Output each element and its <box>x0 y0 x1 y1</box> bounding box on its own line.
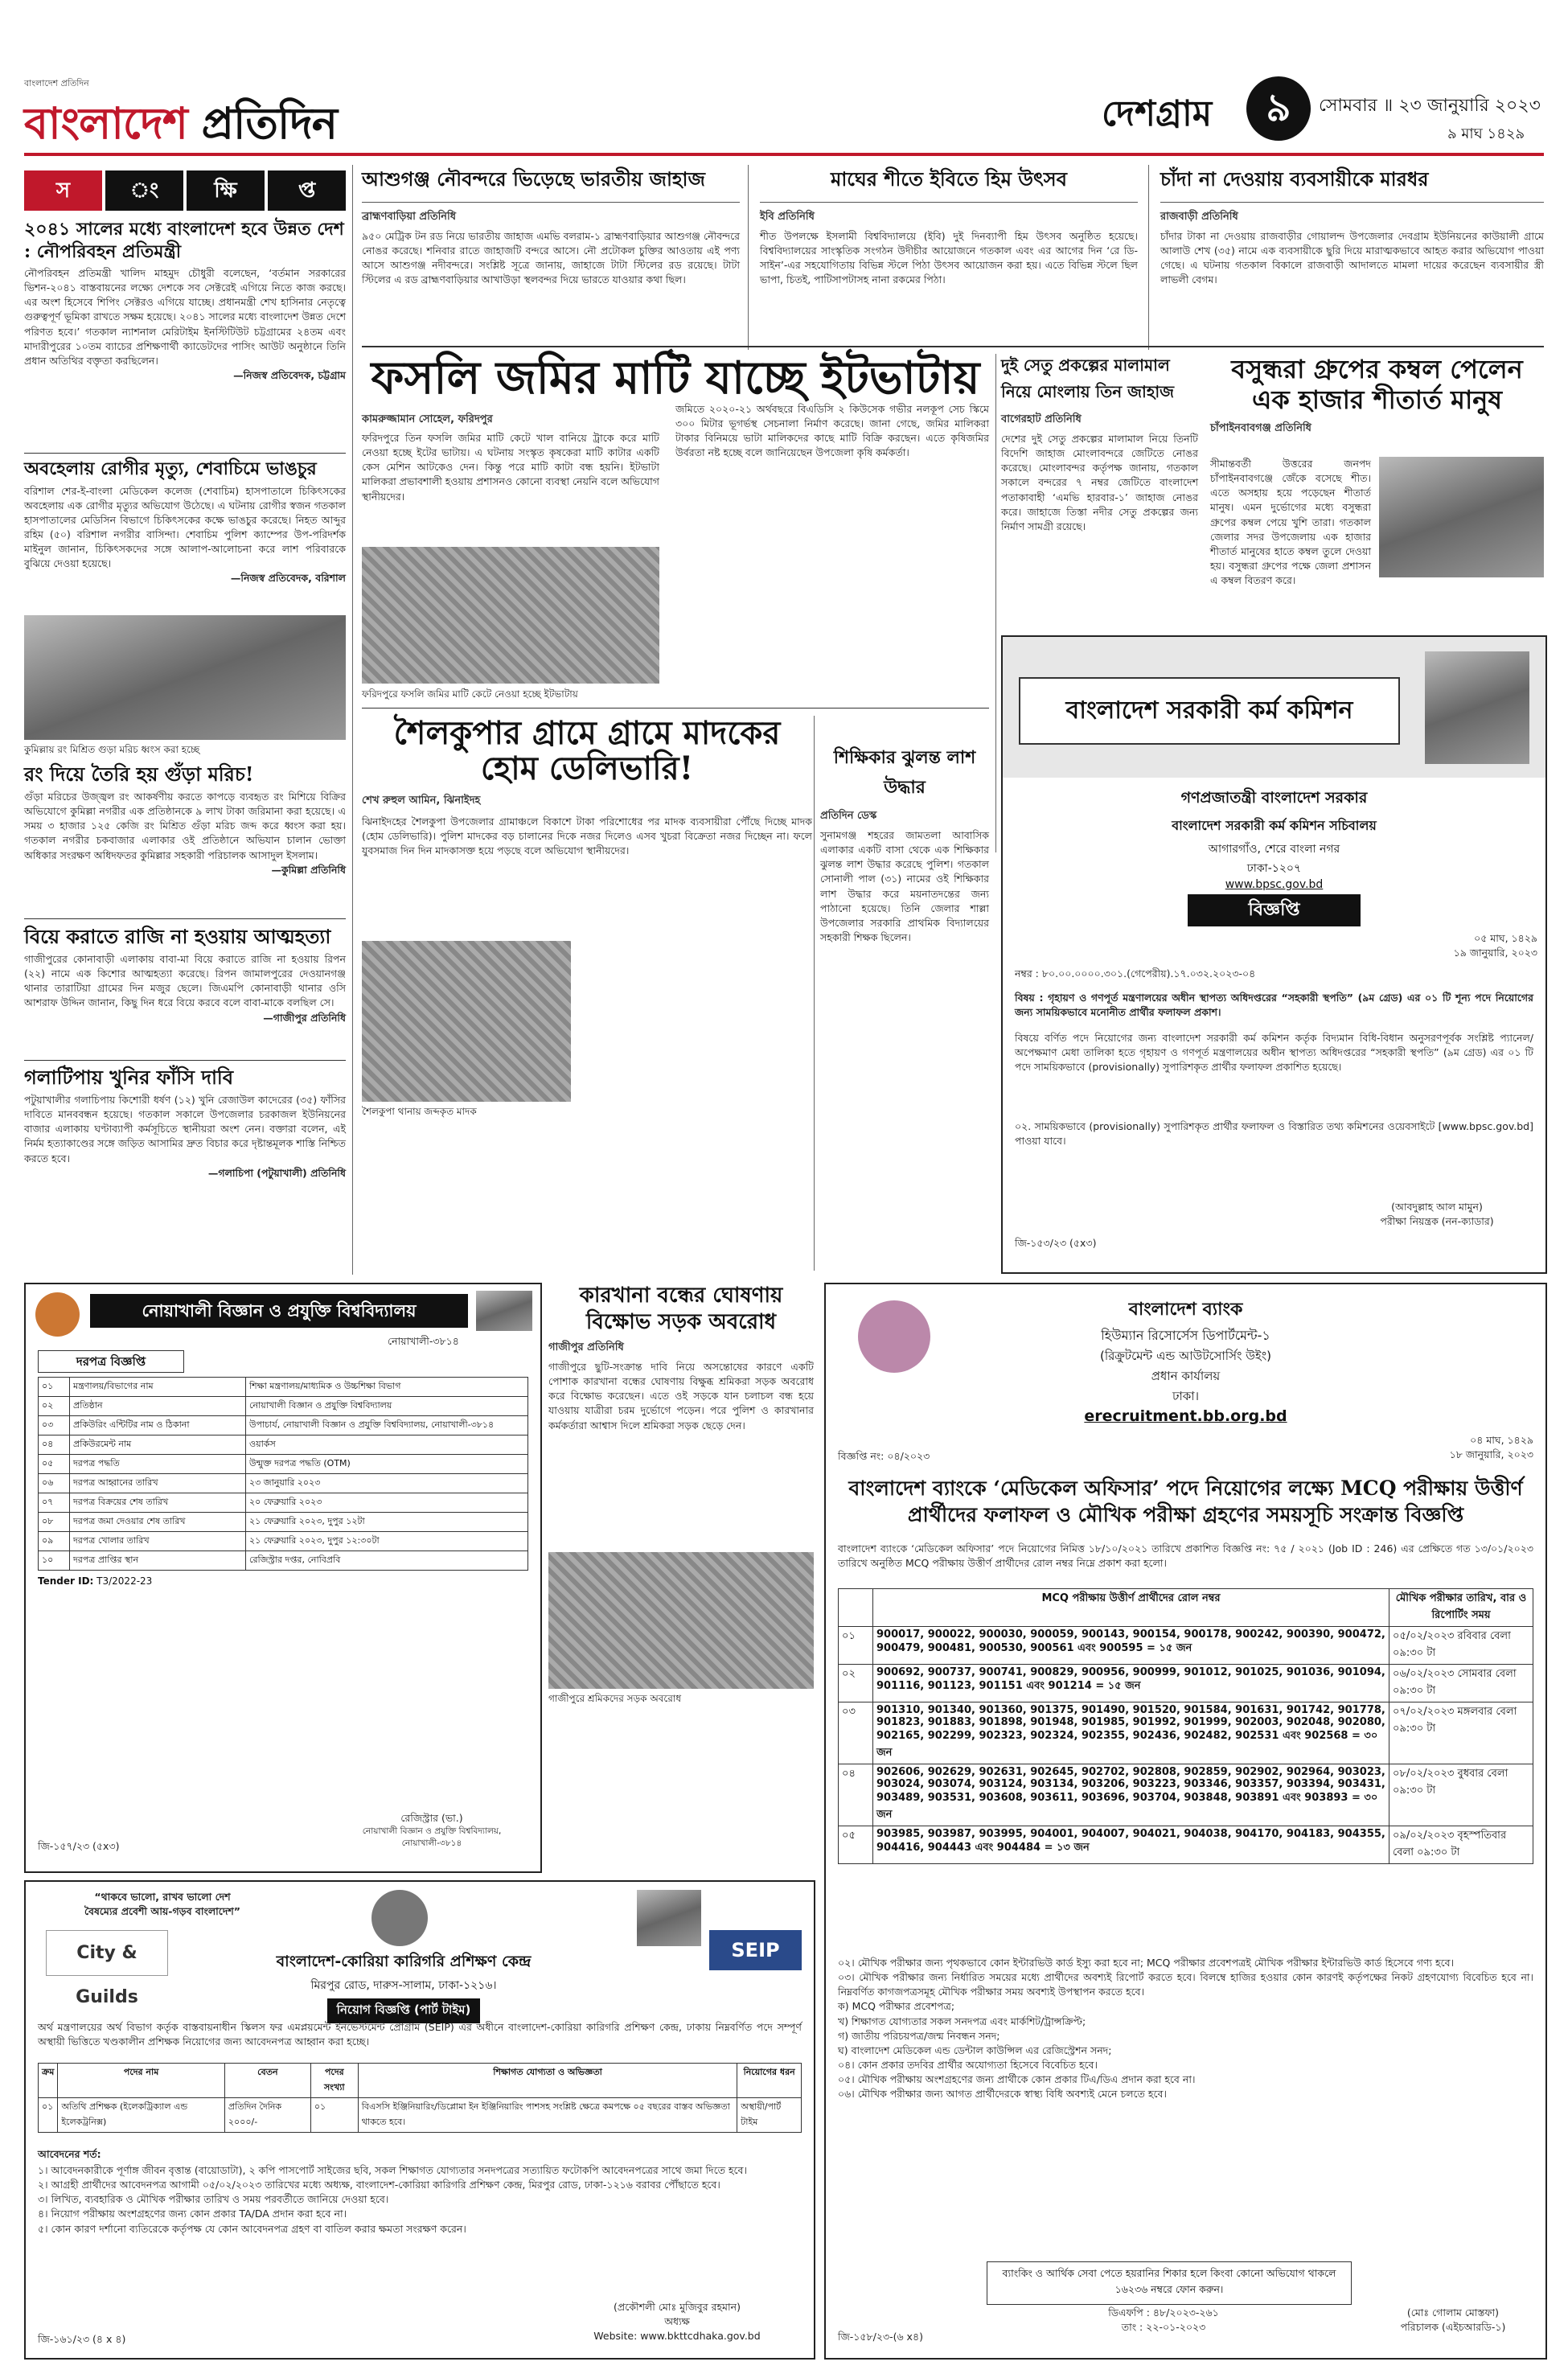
story-photo <box>548 1552 814 1689</box>
bb-office: প্রধান কার্যালয় <box>1151 1369 1221 1383</box>
bktc-condition: ৫। কোন কারণ দর্শানো ব্যতিরেকে কর্তৃপক্ষ যে কোন আবেদনপত্র গ্রহণ বা বাতিল করার ক্ষমতা সংরক্ষণ করেন। <box>38 2222 466 2235</box>
story-byline: বাগেরহাট প্রতিনিধি <box>1001 413 1082 425</box>
bktc-table-header: শিক্ষাগত যোগ্যতা ও অভিজ্ঞতা <box>358 2064 737 2098</box>
psc-web-link[interactable]: www.bpsc.gov.bd <box>1225 878 1324 891</box>
section-title: দেশগ্রাম <box>1102 93 1213 134</box>
nstu-table-cell: ০৮ <box>39 1513 70 1532</box>
psc-code: জি-১৫৩/২৩ (৫x৩) <box>1015 1237 1097 1249</box>
psc-note: ০২. সাময়িকভাবে (provisionally) সুপারিশকৃত প্রার্থীর ফলাফল ও বিস্তারিত তথ্য কমিশনের ওয়েবসাইটে [www.bpsc.gov.bd] পাওয়া যাবে। <box>1015 1120 1533 1148</box>
sidebar-credit: —গাজীপুর প্রতিনিধি <box>263 1011 346 1024</box>
sidebar-label-char: ক্ষি <box>187 170 265 211</box>
bb-dfp-date: তাং : ২২-০১-২০২৩ <box>1121 2321 1206 2334</box>
nstu-table-cell: নোয়াখালী বিজ্ঞান ও প্রযুক্তি বিশ্ববিদ্যালয় <box>246 1397 528 1416</box>
nstu-table-cell: প্রতিষ্ঠান <box>70 1397 246 1416</box>
bb-table-cell: ০৬/০২/২০২৩ সোমবার বেলা ০৯:৩০ টা <box>1389 1665 1533 1702</box>
story <box>1001 354 1198 534</box>
bb-table-cell: 901310, 901340, 901360, 901375, 901490, 901520, 901584, 901631, 901742, 901778, 901823, 901883, 901898, 901948, 901985, 901992, 901999, 902003, 902048, 902080, 902165, 902299, 902323, 902324, 902355, 902436, 902482, 902531 এবং 902568 = ৩০ জন <box>873 1702 1389 1764</box>
nstu-table-cell: ২০ ফেব্রুয়ারি ২০২৩ <box>246 1493 528 1513</box>
psc-signer: (আবদুল্লাহ আল মামুন) <box>1391 1201 1483 1213</box>
story-headline[interactable]: বসুন্ধরা গ্রুপের কম্বল পেলেন এক হাজার শীতার্ত মানুষ <box>1231 354 1523 416</box>
sidebar-item <box>24 219 346 383</box>
sidebar-body: পটুয়াখালীর গলাচিপায় কিশোরী ধর্ষণ (১২) খুনি রেজাউল কাদেরের (৩৫) ফাঁসির দাবিতে মানববন্ধন হয়েছে। গতকাল সকালে উপজেলার চরকাজল ইউনিয়নের বাজার এলাকায় ঘণ্টাব্যাপী কর্মসূচিতে স্থানীয়রা অংশ নেন। বক্তারা বলেন, এই নির্মম হত্যাকাণ্ডের সঙ্গে জড়িত আসামির দ্রুত বিচার করে দৃষ্টান্তমূলক শাস্তি নিশ্চিত করতে হবে। <box>24 1094 346 1164</box>
bb-headline: বাংলাদেশ ব্যাংকে ‘মেডিকেল অফিসার’ পদে নিয়োগের লক্ষ্যে MCQ পরীক্ষায় উত্তীর্ণ প্রার্থীদের ফলাফল ও মৌখিক পরীক্ষা গ্রহণের সময়সূচি সংক্রান্ত বিজ্ঞপ্তি <box>848 1477 1523 1526</box>
bb-note: ০৬। মৌখিক পরীক্ষার জন্য আগত প্রার্থীদেরকে স্বাস্থ্য বিধি অবশ্যই মেনে চলতে হবে। <box>838 2088 1167 2101</box>
bb-table-cell: ০৯/০২/২০২৩ বৃহস্পতিবার বেলা ০৯:৩০ টা <box>1389 1826 1533 1864</box>
nstu-sub: নোয়াখালী-৩৮১৪ <box>388 1335 459 1347</box>
sidebar-label-char: ং <box>105 170 183 211</box>
psc-city: ঢাকা-১২০৭ <box>1246 862 1302 875</box>
nstu-table-cell: দরপত্র পদ্ধতি <box>70 1455 246 1474</box>
bktc-table-wrap <box>38 2063 802 2133</box>
nstu-table-row <box>39 1455 528 1474</box>
sidebar-body: বরিশাল শের-ই-বাংলা মেডিকেল কলেজ (শেবাচিম) হাসপাতালে চিকিৎসকের অবহেলায় এক রোগীর মৃত্যুর অভিযোগ উঠেছে। এ ঘটনায় রোগীর স্বজন গতকাল হাসপাতালের মেডিসিন বিভাগে চিকিৎসকের কক্ষে ভাঙচুর করেছে। নিহত আব্দুর রহিম (৫০) বরিশাল নগরীর বাসিন্দা। শেবাচিম পুলিশ ক্যাম্পের উপ-পরিদর্শক মাইনুল জানান, চিকিৎসকদের সঙ্গে আলাপ-আলোচনা করে লাশ পরিবারকে বুঝিয়ে দেওয়া হয়েছে। <box>24 484 346 570</box>
bktc-table <box>38 2063 802 2133</box>
nstu-table-row <box>39 1416 528 1435</box>
psc-body: বিষয়ে বর্ণিত পদে নিয়োগের জন্য বাংলাদেশ সরকারী কর্ম কমিশন কর্তৃক বিদ্যমান বিধি-বিধান অনুসরণপূর্বক সংশ্লিষ্ট প্যানেল/অপেক্ষমাণ মেধা তালিকা হতে গৃহায়ণ ও গণপূর্ত মন্ত্রণালয়ের অধীন স্থাপত্য অধিদপ্তরের “সহকারী স্থপতি” (৯ম গ্রেড) এর ০১ টি পদে সাময়িকভাবে (provisionally) সুপারিশকৃত প্রার্থীর ফলাফল প্রকাশিত হয়েছে। <box>1015 1032 1533 1074</box>
bb-dfp-no: ডিএফপি : ৪৮/২০২৩-২৬১ <box>1108 2306 1219 2319</box>
nstu-signature <box>331 1811 532 1850</box>
nstu-table-cell: ০৭ <box>39 1493 70 1513</box>
bb-city: ঢাকা। <box>1172 1389 1200 1403</box>
bb-table <box>838 1588 1533 1864</box>
column-divider <box>995 354 996 852</box>
masthead-tagline: বাংলাদেশ প্রতিদিন <box>24 78 89 88</box>
lead-photo <box>362 547 659 684</box>
nstu-table-cell: ১০ <box>39 1551 70 1571</box>
lead-body: জমিতে ২০২০-২১ অর্থবছরে বিএডিসি ২ কিউসেক গভীর নলকূপ সেচ স্কিমে ৩০০ মিটার ভূগর্ভস্থ সেচনালা নির্মাণ করেছে। জানা গেছে, জমির মালিকরা টাকার বিনিময়ে ভাটা মালিকদের কাছে মাটি বিক্রি করছেন। এতে কৃষিজমির উর্বরতা নষ্ট হচ্ছে বলে জানিয়েছেন উপজেলা কৃষি কর্মকর্তা। <box>675 403 989 459</box>
bktc-slogan-line2: বৈষম্যের প্রবেশী আয়-গড়ব বাংলাদেশ” <box>84 1905 240 1918</box>
nstu-ad <box>24 1283 542 1873</box>
nstu-table-cell: ০৯ <box>39 1532 70 1551</box>
bb-table-cell: ০৮/০২/২০২৩ বুধবার বেলা ০৯:৩০ টা <box>1389 1764 1533 1826</box>
nstu-table-cell: ০৩ <box>39 1416 70 1435</box>
bktc-condition: ৩। লিখিত, ব্যবহারিক ও মৌখিক পরীক্ষার তারিখ ও সময় পরবর্তীতে জানিয়ে দেওয়া হবে। <box>38 2193 389 2206</box>
masthead-black: প্রতিদিন <box>187 97 337 149</box>
story <box>548 1283 814 1433</box>
nstu-signer-org: নোয়াখালী বিজ্ঞান ও প্রযুক্তি বিশ্ববিদ্যালয়, নোয়াখালী-৩৮১৪ <box>362 1826 502 1849</box>
top-story <box>1160 165 1544 288</box>
story-headline[interactable]: কারখানা বন্ধের ঘোষণায় বিক্ষোভ সড়ক অবরোধ <box>579 1284 783 1334</box>
bb-note: গ) জাতীয় পরিচয়পত্র/জন্ম নিবন্ধন সনদ; <box>838 2029 1000 2042</box>
sidebar-credit: —নিজস্ব প্রতিবেদক, বরিশাল <box>230 572 346 585</box>
bktc-table-cell: অতিথি প্রশিক্ষক (ইলেকট্রিক্যাল এন্ড ইলেকট্রনিক্স) <box>58 2098 225 2133</box>
bktc-code: জি-১৬১/২৩ (৪ x ৪) <box>38 2333 126 2345</box>
bktc-website-link[interactable]: Website: www.bkttcdhaka.gov.bd <box>593 2330 761 2343</box>
bktc-intro: অর্থ মন্ত্রণালয়ের অর্থ বিভাগ কর্তৃক বাস্তবায়নাধীন স্কিলস ফর এমপ্লয়মেন্ট ইনভেস্টমেন্ট প্রোগ্রাম (SEIP) এর অধীনে বাংলাদেশ-কোরিয়া কারিগরি প্রশিক্ষণ কেন্দ্র, ঢাকায় নিম্নবর্ণিত পদে সম্পূর্ণ অস্থায়ী ভিত্তিতে খণ্ডকালীন প্রশিক্ষক নিয়োগের জন্য আবেদনপত্র আহ্বান করা হচ্ছে। <box>38 2021 802 2048</box>
psc-office: বাংলাদেশ সরকারী কর্ম কমিশন সচিবালয় <box>1172 818 1377 833</box>
bb-heading <box>826 1296 1545 1425</box>
bktc-condition: ২। আগ্রহী প্রার্থীদের আবেদনপত্র আগামী ০৫/০২/২০২৩ তারিখের মধ্যে অধ্যক্ষ, বাংলাদেশ-কোরিয়া কারিগরি প্রশিক্ষণ কেন্দ্র, মিরপুর রোড, ঢাকা-১২১৬ বরাবর পৌঁছাতে হবে। <box>38 2179 720 2191</box>
story-headline[interactable]: শিক্ষিকার ঝুলন্ত লাশ উদ্ধার <box>833 747 976 798</box>
psc-memo: নম্বর : ৮০.০০.০০০০.৩০১.(গেপেরীয়).১৭.০৩২.২০২৩-০৪ <box>1015 967 1256 980</box>
bktc-table-header: বেতন <box>224 2064 310 2098</box>
bb-dept: হিউম্যান রিসোর্সেস ডিপার্টমেন্ট-১ <box>1101 1328 1270 1343</box>
sidebar-item <box>24 762 346 877</box>
sidebar-divider <box>24 918 346 919</box>
nstu-table-row <box>39 1378 528 1397</box>
psc-address: আগারগাঁও, শেরে বাংলা নগর <box>1208 843 1340 856</box>
bb-note: ০৫। মৌখিক পরীক্ষায় অংশগ্রহণের জন্য প্রার্থীকে কোন প্রকার টিএ/ডিএ প্রদান করা হবে না। <box>838 2073 1196 2085</box>
bb-table-row <box>839 1665 1533 1702</box>
nstu-table-cell: মন্ত্রণালয়/বিভাগের নাম <box>70 1378 246 1397</box>
sidebar-headline[interactable]: রং দিয়ে তৈরি হয় গুঁড়া মরিচ! <box>24 762 254 786</box>
bb-date <box>1389 1433 1533 1462</box>
psc-banner: বাংলাদেশ সরকারী কর্ম কমিশন <box>1019 677 1400 745</box>
column-divider <box>352 165 353 1275</box>
top-story-byline: ইবি প্রতিনিধি <box>760 211 815 223</box>
bktc-table-header: ক্রম <box>39 2064 58 2098</box>
nstu-table-cell: রেজিস্ট্রার দপ্তর, নোবিপ্রবি <box>246 1551 528 1571</box>
bktc-table-header: পদের সংখ্যা <box>310 2064 358 2098</box>
column-divider <box>1148 165 1149 350</box>
bb-table-row <box>839 1764 1533 1826</box>
psc-signature <box>1340 1200 1533 1229</box>
story-photo <box>362 941 571 1102</box>
lead-body: ফরিদপুরে তিন ফসলি জমির মাটি কেটে খাল বানিয়ে ট্রাকে করে মাটি নেওয়া হচ্ছে ইটের ভাটায়। এ ঘটনায় সংস্কৃত কৃষকেরা মাটি কাটার একটি কেস মেশিন আটকেও দেন। কিন্তু পরে মাটি কাটা বন্ধ হয়নি। ইটভাটা মালিকরা প্রভাবশালী হওয়ায় প্রশাসনও কোনো ব্যবস্থা নেয়নি বলে অভিযোগ স্থানীয়দের। <box>362 432 659 503</box>
sidebar-headline[interactable]: বিয়ে করাতে রাজি না হওয়ায় আত্মহত্যা <box>24 925 331 948</box>
nstu-table-row <box>39 1435 528 1455</box>
story <box>362 716 812 858</box>
story <box>820 744 989 945</box>
bb-table-cell: ০৫ <box>839 1826 873 1864</box>
sidebar-divider <box>24 453 346 454</box>
bb-note: ০২। মৌখিক পরীক্ষার জন্য পৃথকভাবে কোন ইন্টারভিউ কার্ড ইস্যু করা হবে না; MCQ পরীক্ষার প্রবেশপত্রই মৌখিক পরীক্ষার ইন্টারভিউ কার্ড হিসেবে গণ্য হবে। <box>838 1957 1455 1969</box>
nstu-table-wrap <box>38 1377 528 1587</box>
bktc-table-header: পদের নাম <box>58 2064 225 2098</box>
psc-subject: বিষয় : গৃহায়ণ ও গণপূর্ত মন্ত্রণালয়ের অধীন স্থাপত্য অধিদপ্তরের “সহকারী স্থপতি” (৯ম গ্রেড) এর ০১ টি শূন্য পদে নিয়োগের জন্য সাময়িকভাবে মনোনীত প্রার্থীর ফলাফল প্রকাশ। <box>1015 992 1533 1019</box>
bktc-signature <box>556 2300 798 2343</box>
sidebar-label-char: প্ত <box>268 170 346 211</box>
top-story-body: শীত উপলক্ষে ইসলামী বিশ্ববিদ্যালয়ে (ইবি) দুই দিনব্যাপী হিম উৎসব অনুষ্ঠিত হয়েছে। বিশ্ববিদ্যালয়ের সাংস্কৃতিক সংগঠন উদীচীর আয়োজনে গতকাল এবং এর আগের দিন ‘রে ডি-সাইন’-এর সহযোগিতায় বিভিন্ন স্টলে পিঠা উৎসব আয়োজন করা হয়। এতে বিভিন্ন স্টলে ছিল ভাপা, চিতই, পাটিসাপটাসহ নানা রকমের পিঠা। <box>760 230 1138 286</box>
lead-byline: কামরুজ্জামান সোহেল, ফরিদপুর <box>362 413 493 425</box>
bb-table-cell: 900017, 900022, 900030, 900059, 900143, 900154, 900178, 900242, 900390, 900472, 900479, 900481, 900530, 900561 এবং 900595 = ১৫ জন <box>873 1627 1389 1665</box>
story-body: ঝিনাইদহের শৈলকুপা উপজেলার গ্রামাঞ্চলে বিকাশে টাকা পরিশোধের পর মাদক ব্যবসায়ীরা পৌঁছে দিচ্ছে মাদক (হোম ডেলিভারি)। পুলিশ মাদকের বড় চালানের দিকে নজর দিলেও এসব খুচরা বিক্রেতা নজর দিচ্ছেন না। ফলে যুবসমাজ দিন দিন মাদকাসক্ত হয়ে পড়ছে বলে অভিযোগ স্থানীয়দের। <box>362 815 812 857</box>
nstu-table-cell: দরপত্র বিক্রয়ের শেষ তারিখ <box>70 1493 246 1513</box>
bktc-org: বাংলাদেশ-কোরিয়া কারিগরি প্রশিক্ষণ কেন্দ্র <box>276 1953 532 1970</box>
bktc-notice-label: নিয়োগ বিজ্ঞপ্তি (পার্ট টাইম) <box>327 1998 481 2023</box>
top-story <box>760 165 1138 288</box>
nstu-table-cell: দরপত্র প্রাপ্তির স্থান <box>70 1551 246 1571</box>
bktc-address: মিরপুর রোড, দারুস-সালাম, ঢাকা-১২১৬। <box>310 1979 497 1992</box>
story-photo-caption: গাজীপুরে শ্রমিকদের সড়ক অবরোধ <box>548 1693 682 1704</box>
top-story-body: ৯৫০ মেট্রিক টন রড নিয়ে ভারতীয় জাহাজ এমভি বলরাম-১ ব্রাহ্মণবাড়িয়ার আশুগঞ্জ নৌবন্দরে নোঙর করেছে। শনিবার রাতে জাহাজটি বন্দরে আসে। নৌ প্রটোকল চুক্তির আওতায় এই পণ্য আসে আশুগঞ্জ নদীবন্দরে। সংশ্লিষ্ট সূত্রে জানায়, জাহাজে টাটা স্টিলের রড রয়েছে। টাটা স্টিলের এ রড ব্রাহ্মণবাড়িয়ার আখাউড়া স্থলবন্দর দিয়ে ভারতে যাওয়ার কথা ছিল। <box>362 230 740 286</box>
date-line: সোমবার ॥ ২৩ জানুয়ারি ২০২৩ <box>1319 96 1541 116</box>
bktc-table-cell: ০১ <box>39 2098 58 2133</box>
story-byline: শেখ রুহুল আমিন, ঝিনাইদহ <box>362 795 481 807</box>
page-number: ৯ <box>1246 76 1311 141</box>
lead-headline[interactable]: ফসলি জমির মাটি যাচ্ছে ইটভাটায় <box>371 351 980 405</box>
nstu-table-cell: ০৪ <box>39 1435 70 1455</box>
nstu-table-cell: দরপত্র আহ্বানের তারিখ <box>70 1474 246 1493</box>
bb-date-bangla: ০৪ মাঘ, ১৪২৯ <box>1470 1434 1533 1446</box>
bb-table-cell: 900692, 900737, 900741, 900829, 900956, 900999, 901012, 901025, 901036, 901094, 901116, 901123, 901151 এবং 901214 = ১৫ জন <box>873 1665 1389 1702</box>
nstu-table-row <box>39 1397 528 1416</box>
bb-table-cell: ০৭/০২/২০২৩ মঙ্গলবার বেলা ০৯:৩০ টা <box>1389 1702 1533 1764</box>
section-rule <box>362 708 989 709</box>
nstu-table-cell: ০২ <box>39 1397 70 1416</box>
top-story-byline: রাজবাড়ী প্রতিনিধি <box>1160 211 1238 223</box>
story-body: দেশের দুই সেতু প্রকল্পের মালামাল নিয়ে তিনটি বিদেশি জাহাজ মোংলাবন্দরে জেটিতে নোঙর করেছে। মোংলাবন্দর কর্তৃপক্ষ জানায়, গতকাল সকালে বন্দরের ৭ নম্বর জেটিতে বাংলাদেশ পতাকাবাহী ‘এমভি হারবার-১’ জাহাজ নোঙর করে। জাহাজে তিস্তা নদীর সেতু প্রকল্পের জন্য নির্মাণ সামগ্রী রয়েছে। <box>1001 433 1198 532</box>
story-byline: প্রতিদিন ডেস্ক <box>820 810 877 822</box>
bb-notes <box>838 1956 1533 2101</box>
sidebar-item <box>24 458 346 585</box>
bb-org: বাংলাদেশ ব্যাংক <box>1128 1300 1243 1320</box>
sidebar-item <box>24 1066 346 1181</box>
story-body: সীমান্তবর্তী উত্তরের জনপদ চাঁপাইনবাবগঞ্জে জেঁকে বসেছে শীত। এতে অসহায় হয়ে পড়েছেন শীতার্ত মানুষ। এমন দুর্ভোগের মধ্যে বসুন্ধরা গ্রুপের কম্বল পেয়ে খুশি তারা। গতকাল জেলার সদর উপজেলায় এক হাজার শীতার্ত মানুষের হাতে কম্বল তুলে দেওয়া হয়। বসুন্ধরা গ্রুপের পক্ষে জেলা প্রশাসন এ কম্বল বিতরণ করে। <box>1210 458 1371 586</box>
story-body: সুনামগঞ্জ শহরের জামতলা আবাসিক এলাকার একটি বাসা থেকে এক শিক্ষিকার ঝুলন্ত লাশ উদ্ধার করেছে পুলিশ। গতকাল সোনালী পাল (৩১) নামের ওই শিক্ষিকার লাশ উদ্ধার করে ময়নাতদন্তের জন্য পাঠানো হয়েছে। তিনি জেলার শাল্লা উপজেলার সরকারি প্রাথমিক বিদ্যালয়ের সহকারী শিক্ষক ছিলেন। <box>820 829 989 943</box>
bktc-signer: (প্রকৌশলী মোঃ মুজিবুর রহমান) <box>614 2301 741 2313</box>
story-byline: চাঁপাইনবাবগঞ্জ প্রতিনিধি <box>1210 421 1311 434</box>
bb-ad <box>824 1283 1547 2360</box>
nstu-tender-id: T3/2022-23 <box>96 1575 153 1587</box>
top-story-headline[interactable]: চাঁদা না দেওয়ায় ব্যবসায়ীকে মারধর <box>1160 165 1544 203</box>
logo-image <box>476 1291 532 1331</box>
nstu-notice-label: দরপত্র বিজ্ঞপ্তি <box>38 1350 184 1373</box>
sidebar-body: নৌপরিবহন প্রতিমন্ত্রী খালিদ মাহমুদ চৌধুরী বলেছেন, ‘বর্তমান সরকারের ভিশন-২০৪১ বাস্তবায়নের লক্ষ্যে দেশকে সব সেক্টরেই এগিয়ে নিতে কাজ করছে। এর অংশ হিসেবে শিপিং সেক্টরও এগিয়ে যাচ্ছে। প্রধানমন্ত্রী শেখ হাসিনার নেতৃত্বে গুরুত্বপূর্ণ ভূমিকা রাখতে সক্ষম হয়েছে। ২০৪১ সালের মধ্যে বাংলাদেশ উন্নত দেশে পরিণত হবে।’ গতকাল ন্যাশনাল মেরিটাইম ইনস্টিটিউট চট্টগ্রামের ২৪তম এবং মাদারীপুরের ১০তম ব্যাচের প্রশিক্ষণার্থী ক্যাডেটদের পাসিং আউট অনুষ্ঠানে তিনি প্রধান অতিথির বক্তৃতা করছিলেন। <box>24 267 346 367</box>
nstu-table-cell: দরপত্র জমা দেওয়ার শেষ তারিখ <box>70 1513 246 1532</box>
nstu-table-cell: ০৬ <box>39 1474 70 1493</box>
bb-intro: বাংলাদেশ ব্যাংকে ‘মেডিকেল অফিসার’ পদে নিয়োগের নিমিত্ত ১৮/১০/২০২১ তারিখে প্রকাশিত বিজ্ঞপ্তি নং: ৭৫ / ২০২১ (Job ID : 246) এর প্রেক্ষিতে গত ১৩/০১/২০২৩ তারিখে অনুষ্ঠিত MCQ পরীক্ষায় উত্তীর্ণ প্রার্থীদের রোল নম্বর নিম্নে প্রকাশ করা হলো। <box>838 1542 1533 1570</box>
nstu-table-cell: উন্মুক্ত দরপত্র পদ্ধতি (OTM) <box>246 1455 528 1474</box>
psc-date <box>1405 931 1537 960</box>
bb-col-rolls: MCQ পরীক্ষায় উত্তীর্ণ প্রার্থীদের রোল নম্বর <box>873 1589 1389 1627</box>
bktc-table-cell: ০১ <box>310 2098 358 2133</box>
nstu-table-cell: ০৫ <box>39 1455 70 1474</box>
story-photo-caption: শৈলকুপা থানায় জব্দকৃত মাদক <box>362 1106 477 1117</box>
bb-signature <box>1373 2306 1533 2335</box>
story-body: গাজীপুরে ছুটি-সংক্রান্ত দাবি নিয়ে অসন্তোষের কারণে একটি পোশাক কারখানা বন্ধের ঘোষণায় বিক্ষুব্ধ শ্রমিকরা সড়ক অবরোধ করে বিক্ষোভ করেছেন। এতে ওই সড়কে যান চলাচল বন্ধ হয়ে যাওয়ায় যাত্রীরা চরম দুর্ভোগে পড়েন। পরে পুলিশ ও কারখানার কর্মকর্তারা আশ্বাস দিলে শ্রমিকরা সড়ক ছেড়ে দেন। <box>548 1361 814 1431</box>
bb-table-row <box>839 1627 1533 1665</box>
bb-table-cell: ০৫/০২/২০২৩ রবিবার বেলা ০৯:৩০ টা <box>1389 1627 1533 1665</box>
bb-col-serial <box>839 1589 873 1627</box>
top-story-headline[interactable]: মাঘের শীতে ইবিতে হিম উৎসব <box>760 165 1138 203</box>
bktc-slogan <box>42 1890 283 1919</box>
psc-notice-label: বিজ্ঞপ্তি <box>1188 894 1361 926</box>
story <box>1210 354 1544 437</box>
bb-col-schedule: মৌখিক পরীক্ষার তারিখ, বার ও রিপোর্টিং সময় <box>1389 1589 1533 1627</box>
psc-heading <box>1003 787 1545 891</box>
psc-gov: গণপ্রজাতন্ত্রী বাংলাদেশ সরকার <box>1180 789 1368 807</box>
nstu-table-cell: ০১ <box>39 1378 70 1397</box>
nstu-table <box>38 1377 528 1571</box>
bb-web-link[interactable]: erecruitment.bb.org.bd <box>1084 1407 1287 1425</box>
nstu-table-row <box>39 1551 528 1571</box>
top-story-body: চাঁদার টাকা না দেওয়ায় রাজবাড়ীর গোয়ালন্দ উপজেলার দেবগ্রাম ইউনিয়নের কাউয়ালী গ্রামে আলাউ শেখ (৩৫) নামে এক ব্যবসায়ীকে ছুরি দিয়ে মারাত্মকভাবে আহত করার অভিযোগ পাওয়া গেছে। এ ঘটনায় গতকাল বিকালে রাজবাড়ী আদালতে মামলা দায়ের করেছেন ব্যবসায়ীর স্ত্রী লাভলী বেগম। <box>1160 230 1544 286</box>
gov-seal-icon <box>371 1890 428 1946</box>
column-divider <box>814 716 815 1271</box>
bb-date-english: ১৮ জানুয়ারি, ২০২৩ <box>1449 1448 1533 1461</box>
bb-note: ০৪। কোন প্রকার তদবির প্রার্থীর অযোগ্যতা হিসেবে বিবেচিত হবে। <box>838 2058 1098 2071</box>
bb-table-row <box>839 1826 1533 1864</box>
sidebar-credit: —নিজস্ব প্রতিবেদক, চট্টগ্রাম <box>233 368 346 381</box>
bb-hotline-box: ব্যাংকিং ও আর্থিক সেবা পেতে হয়রানির শিকার হলে কিংবা কোনো অভিযোগ থাকলে ১৬২৩৬ নম্বরে ফোন করুন। <box>987 2261 1352 2305</box>
top-story-byline: ব্রাহ্মণবাড়িয়া প্রতিনিধি <box>362 211 457 223</box>
bktc-signer-role: অধ্যক্ষ <box>664 2315 690 2328</box>
university-seal-icon <box>35 1292 80 1337</box>
nstu-table-row <box>39 1513 528 1532</box>
nstu-table-cell: শিক্ষা মন্ত্রণালয়/মাধ্যমিক ও উচ্চশিক্ষা বিভাগ <box>246 1378 528 1397</box>
bangla-date: ৯ মাঘ ১৪২৯ <box>1447 125 1525 142</box>
bb-note: ঘ) বাংলাদেশ মেডিকেল এন্ড ডেন্টাল কাউন্সিল এর রেজিস্ট্রেশন সনদ; <box>838 2043 1112 2056</box>
bb-signer-role: পরিচালক (এইচআরডি-১) <box>1400 2321 1506 2334</box>
psc-date-english: ১৯ জানুয়ারি, ২০২৩ <box>1453 947 1537 959</box>
top-story-headline[interactable]: আশুগঞ্জ নৌবন্দরে ভিড়েছে ভারতীয় জাহাজ <box>362 165 740 203</box>
top-story <box>362 165 740 288</box>
psc-ad <box>1001 635 1547 1274</box>
bb-table-row <box>839 1702 1533 1764</box>
psc-signer-role: পরীক্ষা নিয়ন্ত্রক (নন-ক্যাডার) <box>1380 1215 1494 1228</box>
sidebar-credit: —কুমিল্লা প্রতিনিধি <box>271 863 346 876</box>
portrait-image <box>1425 651 1529 764</box>
bb-signer: (মোঃ গোলাম মোস্তফা) <box>1406 2306 1500 2319</box>
bktc-table-cell: প্রতিদিন দৈনিক ২০০০/- <box>224 2098 310 2133</box>
bb-code: জি-১৫৮/২৩-(৬ x৪) <box>838 2331 923 2343</box>
sidebar-photo <box>24 615 346 740</box>
bb-note: ক) MCQ পরীক্ষার প্রবেশপত্র; <box>838 2000 955 2013</box>
sidebar-headline[interactable]: অবহেলায় রোগীর মৃত্যু, শেবাচিমে ভাঙচুর <box>24 458 317 479</box>
bktc-conditions-label: আবেদনের শর্ত: <box>38 2148 101 2160</box>
sidebar-label <box>24 170 346 211</box>
bb-table-cell: 902606, 902629, 902631, 902645, 902702, 902808, 902859, 902902, 902964, 903023, 903024, 903074, 903124, 903134, 903206, 903223, 903346, 903357, 903394, 903431, 903489, 903531, 903608, 903611, 903696, 903704, 903848, 903891 এবং 903893 = ৩০ জন <box>873 1764 1389 1826</box>
bb-wing: (রিক্রুটমেন্ট এন্ড আউটসোর্সিং উইং) <box>1099 1349 1272 1363</box>
bktc-table-header: নিয়োগের ধরন <box>737 2064 802 2098</box>
bb-dfp <box>987 2306 1340 2335</box>
psc-date-bangla: ০৫ মাঘ, ১৪২৯ <box>1474 932 1537 944</box>
nstu-table-cell: উপাচার্য, নোয়াখালী বিজ্ঞান ও প্রযুক্তি বিশ্ববিদ্যালয়, নোয়াখালী-৩৮১৪ <box>246 1416 528 1435</box>
sidebar-label-char: স <box>24 170 102 211</box>
bktc-conditions <box>38 2163 802 2236</box>
bb-note: খ) শিক্ষাগত যোগ্যতার সকল সনদপত্র এবং মার্কশিট/ট্রান্সক্রিপ্ট; <box>838 2015 1086 2027</box>
sidebar-divider <box>24 1060 346 1061</box>
nstu-table-cell: প্রকিউরিং এন্টিটির নাম ও ঠিকানা <box>70 1416 246 1435</box>
nstu-table-row <box>39 1474 528 1493</box>
nstu-table-row <box>39 1532 528 1551</box>
sidebar-headline[interactable]: ২০৪১ সালের মধ্যে বাংলাদেশ হবে উন্নত দেশ : নৌপরিবহন প্রতিমন্ত্রী <box>24 219 344 262</box>
bktc-table-cell: বিএসসি ইঞ্জিনিয়ারিং/ডিপ্লোমা ইন ইঞ্জিনিয়ারিং পাশসহ সংশ্লিষ্ট ক্ষেত্রে কমপক্ষে ০৫ বছরের বাস্তব অভিজ্ঞতা থাকতে হবে। <box>358 2098 737 2133</box>
sidebar-headline[interactable]: গলাটিপায় খুনির ফাঁসি দাবি <box>24 1066 234 1089</box>
nstu-signer: রেজিস্ট্রার (ভা.) <box>400 1812 463 1824</box>
sidebar-photo-caption: কুমিল্লায় রং মিশ্রিত গুড়া মরিচ ধ্বংস করা হচ্ছে <box>24 744 200 755</box>
nstu-table-cell: ২১ ফেব্রুয়ারি ২০২৩, দুপুর ১২:৩০টা <box>246 1532 528 1551</box>
bktc-slogan-line1: “থাকবে ভালো, রাখব ভালো দেশ <box>94 1891 231 1903</box>
masthead-logo[interactable] <box>24 90 337 162</box>
nstu-tender-row: Tender ID: T3/2022-23 <box>38 1575 153 1587</box>
bb-table-cell: ০৪ <box>839 1764 873 1826</box>
sidebar-body: গুঁড়া মরিচের উজ্জ্বল রং আকর্ষণীয় করতে কাপড়ে ব্যবহৃত রং মিশিয়ে বিক্রির অভিযোগে কুমিল্লা নগরীর এক প্রতিষ্ঠানকে ৯ লাখ টাকা জরিমানা করা হয়েছে। এ সময় ৩ হাজার ১২৫ কেজি রং মিশ্রিত গুঁড়া মরিচ জব্দ করে ধ্বংস করা হয়। গতকাল নগরীর চকবাজার এলাকার ওই প্রতিষ্ঠানে অভিযান চালান ভোক্তা অধিকার সংরক্ষণ অধিদফতর কুমিল্লার সহকারী পরিচালক আসাদুল ইসলাম। <box>24 791 346 861</box>
bktc-heading <box>195 1950 613 2023</box>
story-byline: গাজীপুর প্রতিনিধি <box>548 1341 624 1353</box>
page-header <box>0 0 1568 161</box>
story-headline[interactable]: শৈলকুপার গ্রামে গ্রামে মাদকের হোম ডেলিভারি! <box>393 714 781 787</box>
bktc-table-cell: অস্থায়ী/পার্ট টাইম <box>737 2098 802 2133</box>
seip-logo: SEIP <box>709 1930 802 1970</box>
story-photo <box>1379 457 1544 577</box>
nstu-table-cell: ২১ ফেব্রুয়ারি ২০২৩, দুপুর ১২টা <box>246 1513 528 1532</box>
sidebar-item <box>24 925 346 1025</box>
bktc-condition: ১। আবেদনকারীকে পূর্ণাঙ্গ জীবন বৃত্তান্ত (বায়োডাটা), ২ কপি পাসপোর্ট সাইজের ছবি, সকল শিক্ষাগত যোগ্যতার সনদপত্রের সত্যায়িত ফটোকপি আবেদনপত্রের সাথে জমা দিতে হবে। <box>38 2164 747 2176</box>
column-divider <box>748 165 749 350</box>
nstu-table-cell: ওয়ার্কস <box>246 1435 528 1455</box>
nstu-table-row <box>39 1493 528 1513</box>
section-rule <box>362 346 1544 347</box>
sidebar-credit: —গলাচিপা (পটুয়াখালী) প্রতিনিধি <box>207 1166 346 1179</box>
bb-note: ০৩। মৌখিক পরীক্ষার জন্য নির্ধারিত সময়ের মধ্যে প্রার্থীদের অবশ্যই রিপোর্ট করতে হবে। বিলম্বে হাজির হওয়ার কোন কারণই কর্তৃপক্ষের নিকট গ্রহণযোগ্য বিবেচিত হবে না। নিম্নবর্ণিত কাগজপত্রসমূহ মৌখিক পরীক্ষার সময় অবশ্যই উপস্থাপন করতে হবে। <box>838 1971 1533 1998</box>
nstu-table-cell: দরপত্র খোলার তারিখ <box>70 1532 246 1551</box>
story-headline[interactable]: দুই সেতু প্রকল্পের মালামাল নিয়ে মোংলায় তিন জাহাজ <box>1001 355 1175 401</box>
nstu-code: জি-১৫৭/২৩ (৫x৩) <box>38 1840 120 1852</box>
bb-table-wrap <box>838 1588 1533 1864</box>
nstu-table-cell: ২৩ জানুয়ারি ২০২৩ <box>246 1474 528 1493</box>
nstu-table-cell: প্রকিউরমেন্ট নাম <box>70 1435 246 1455</box>
nstu-title: নোয়াখালী বিজ্ঞান ও প্রযুক্তি বিশ্ববিদ্যালয় <box>90 1294 468 1328</box>
city-guilds-logo: City & Guilds <box>46 1930 168 1976</box>
bktc-condition: ৪। নিয়োগ পরীক্ষায় অংশগ্রহণের জন্য কোন প্রকার TA/DA প্রদান করা হবে না। <box>38 2208 347 2220</box>
bb-table-cell: ০১ <box>839 1627 873 1665</box>
lead-photo-caption: ফরিদপুরে ফসলি জমির মাটি কেটে নেওয়া হচ্ছে ইটভাটায় <box>362 688 578 700</box>
sidebar-body: গাজীপুরের কোনাবাড়ী এলাকায় বাবা-মা বিয়ে করাতে রাজি না হওয়ায় রিপন (২২) নামে এক কিশোর আত্মহত্যা করেছে। রিপন জামালপুরের দেওয়ানগঞ্জ থানার তারাটিয়া গ্রামের দিন মজুর ছেলে। জিএমপি কোনাবাড়ী থানার ওসি আশরাফ উদ্দিন জানান, কিছু দিন ধরে বিয়ে করবে বলে বাবা-মাকে বলছিল সে। <box>24 953 346 1009</box>
bb-table-cell: ০২ <box>839 1665 873 1702</box>
masthead-red: বাংলাদেশ <box>24 97 187 149</box>
bb-notice-no: বিজ্ঞপ্তি নং: ০৪/২০২৩ <box>838 1450 930 1462</box>
portrait-image <box>637 1890 701 1946</box>
bb-table-cell: 903985, 903987, 903995, 904001, 904007, 904021, 904038, 904170, 904183, 904355, 904416, 904443 এবং 904484 = ১৩ জন <box>873 1826 1389 1864</box>
header-rule <box>24 153 1544 156</box>
bktc-ad <box>24 1880 815 2360</box>
bb-table-cell: ০৩ <box>839 1702 873 1764</box>
